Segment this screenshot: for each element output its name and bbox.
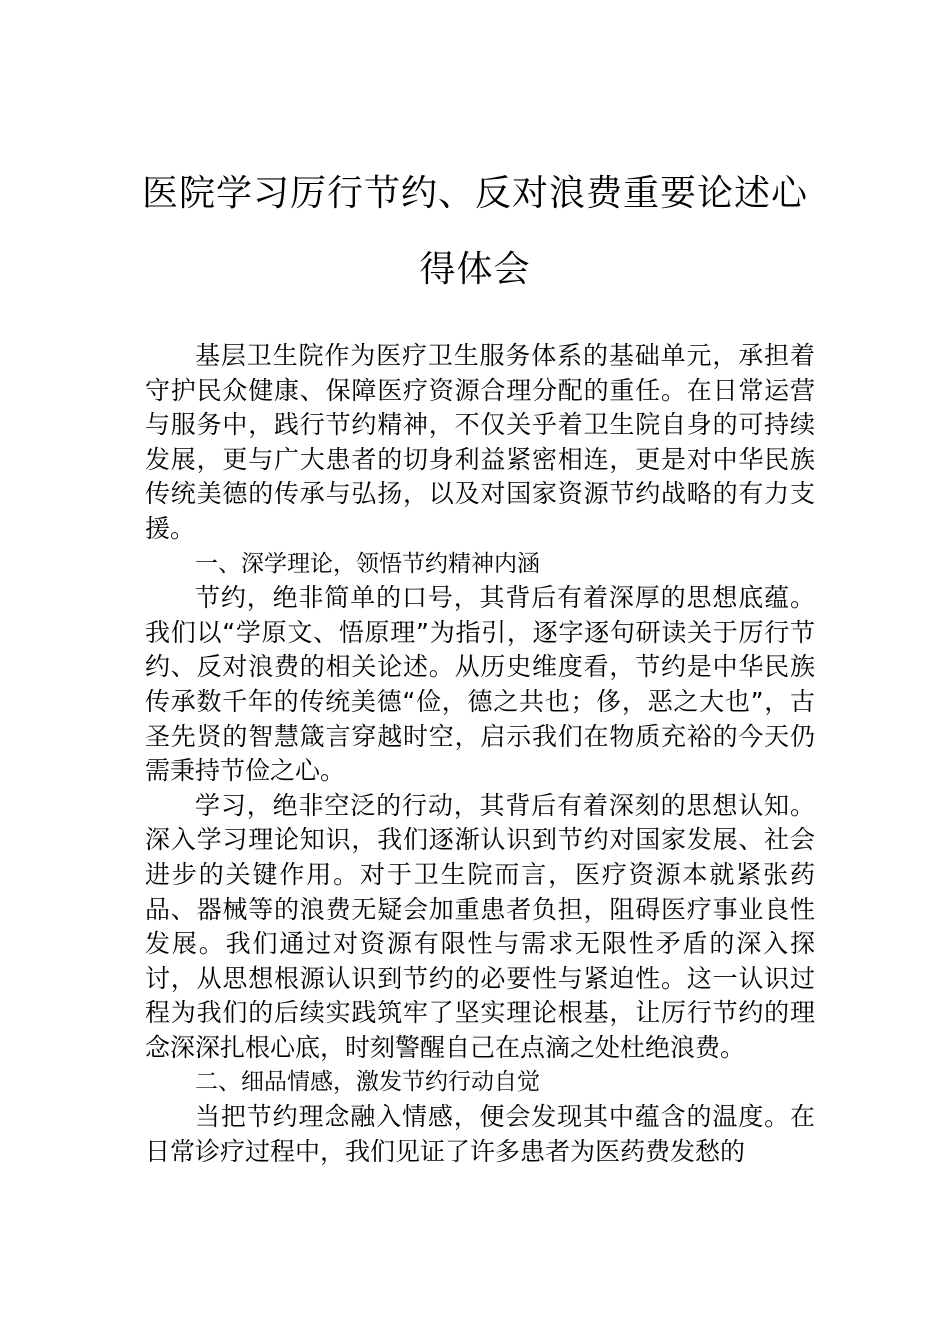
title-line-1: 医院学习厉行节约、反对浪费重要论述心 (141, 173, 808, 214)
paragraph-section1-a: 节约，绝非简单的口号，其背后有着深厚的思想底蕴。我们以“学原文、悟原理”为指引，逐字逐句研读关于厉行节约、反对浪费的相关论述。从历史维度看，节约是中华民族传承数千年的传统美德“俭，德之共也；侈，恶之大也”，古圣先贤的智慧箴言穿越时空，启示我们在物质充裕的今天仍需秉持节俭之心。 (145, 583, 815, 786)
paragraph-intro: 基层卫生院作为医疗卫生服务体系的基础单元，承担着守护民众健康、保障医疗资源合理分配的重任。在日常运营与服务中，践行节约精神，不仅关乎着卫生院自身的可持续发展，更与广大患者的切身利益紧密相连，更是对中华民族传统美德的传承与弘扬，以及对国家资源节约战略的有力支援。 (145, 341, 815, 543)
section-heading-2: 二、细品情感，激发节约行动自觉 (195, 1069, 540, 1096)
section-heading-1: 一、深学理论，领悟节约精神内涵 (195, 550, 540, 577)
title-line-2: 得体会 (419, 249, 531, 290)
document-body (145, 339, 815, 1169)
paragraph-section2-a: 当把节约理念融入情感，便会发现其中蕴含的温度。在日常诊疗过程中，我们见证了许多患者为医药费发愁的 (145, 1102, 815, 1166)
paragraph-section1-b: 学习，绝非空泛的行动，其背后有着深刻的思想认知。深入学习理论知识，我们逐渐认识到节约对国家发展、社会进步的关键作用。对于卫生院而言，医疗资源本就紧张药品、器械等的浪费无疑会加重患者负担，阻碍医疗事业良性发展。我们通过对资源有限性与需求无限性矛盾的深入探讨，从思想根源认识到节约的必要性与紧迫性。这一认识过程为我们的后续实践筑牢了坚实理论根基，让厉行节约的理念深深扎根心底，时刻警醒自己在点滴之处杜绝浪费。 (145, 790, 815, 1062)
document-title (140, 172, 810, 292)
